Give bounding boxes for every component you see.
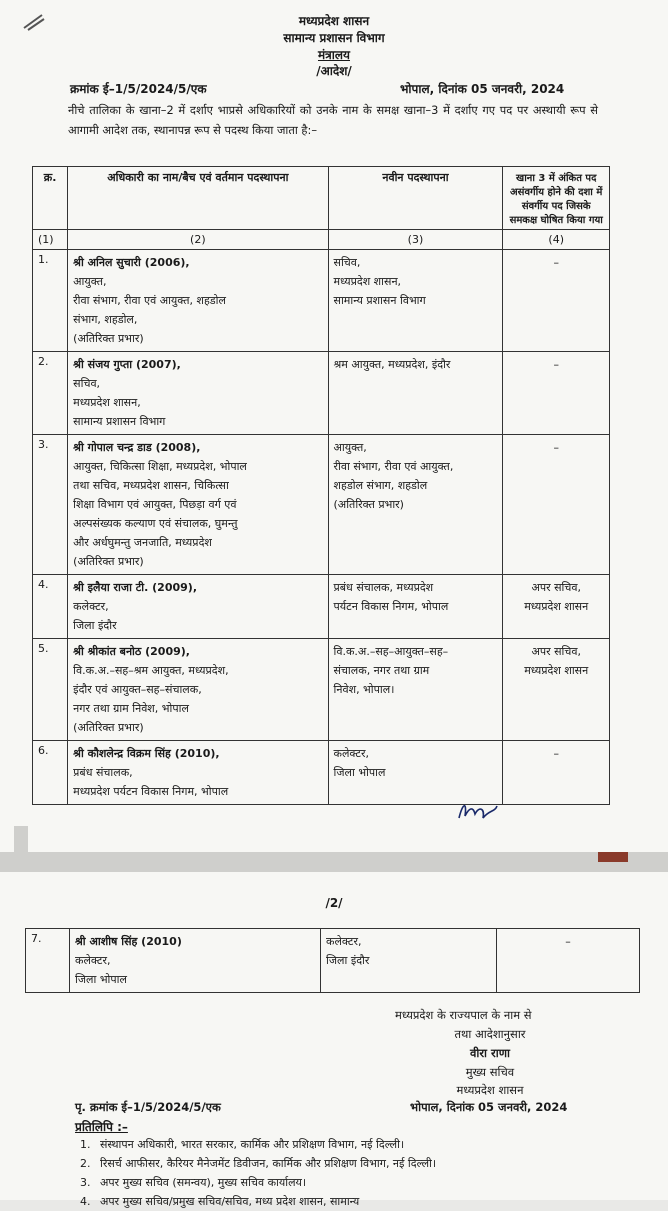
row-sn: 1. [33,250,68,352]
current-line: अल्पसंख्यक कल्याण एवं संचालक, घुमन्तु [73,517,238,530]
copy-item [80,1173,610,1192]
table-row [33,575,610,639]
current-line: (अतिरिक्त प्रभार) [73,332,144,345]
page-number: /2/ [325,896,343,910]
equiv-line: – [553,747,559,760]
officer-name: श्री इलैया राजा टी. (2009), [73,581,197,594]
col-header-officer: अधिकारी का नाम/बैच एवं वर्तमान पदस्थापना [68,167,328,230]
new-line: जिला भोपाल [333,766,386,779]
current-line: संभाग, शहडोल, [73,313,138,326]
col-header-new-posting: नवीन पदस्थापना [328,167,503,230]
scan-mark [598,852,628,862]
governor-line: मध्यप्रदेश के राज्यपाल के नाम से [395,1008,532,1022]
row-sn: 6. [33,741,68,805]
row-equivalent [503,435,610,575]
row-new-posting [321,929,497,993]
row-equivalent [503,639,610,741]
colnum: (3) [328,230,503,250]
new-line: प्रबंध संचालक, मध्यप्रदेश [333,581,434,594]
table-row [33,250,610,352]
current-line: रीवा संभाग, रीवा एवं आयुक्त, शहडोल [73,294,226,307]
colnum: (1) [33,230,68,250]
endorsement-number: पृ. क्रमांक ई–1/5/2024/5/एक [75,1100,221,1114]
table-row [33,639,610,741]
copy-item [80,1135,610,1154]
row-new-posting [328,435,503,575]
current-line: प्रबंध संचालक, [73,766,133,779]
copy-number: 2. [80,1157,91,1170]
row-sn: 4. [33,575,68,639]
signatory-name: वीरा राणा [469,1046,511,1060]
equiv-line: – [553,441,559,454]
copy-number: 1. [80,1138,91,1151]
equiv-line: अपर सचिव, [531,581,581,594]
table-row [33,352,610,435]
new-line: पर्यटन विकास निगम, भोपाल [333,600,449,613]
copy-text: अपर मुख्य सचिव (समन्वय), मुख्य सचिव कार्यालय। [100,1176,307,1189]
endorsement-date: भोपाल, दिनांक 05 जनवरी, 2024 [410,1100,568,1114]
signatory-designation: मुख्य सचिव [465,1065,515,1079]
equiv-line: मध्यप्रदेश शासन [524,664,589,677]
new-line: कलेक्टर, [333,747,369,760]
col-header-sn: क्र. [33,167,68,230]
new-line: मध्यप्रदेश शासन, [333,275,402,288]
new-line: निवेश, भोपाल। [333,683,395,696]
row-officer [68,250,328,352]
row-new-posting [328,250,503,352]
new-line: श्रम आयुक्त, मध्यप्रदेश, इंदौर [333,358,451,371]
current-line: सचिव, [73,377,101,390]
row-officer [68,575,328,639]
row-sn: 3. [33,435,68,575]
copy-text: रिसर्च आफीसर, कैरियर मैनेजमेंट डिवीजन, कार्मिक और प्रशिक्षण विभाग, नई दिल्ली। [100,1157,437,1170]
colnum: (4) [503,230,610,250]
equiv-line: अपर सचिव, [531,645,581,658]
new-line: आयुक्त, [333,441,367,454]
row-equivalent [503,575,610,639]
current-line: इंदौर एवं आयुक्त–सह–संचालक, [73,683,202,696]
col-header-equivalent: खाना 3 में अंकित पद असंवर्गीय होने की दशा में संवर्गीय पद जिसके समकक्ष घोषित किया गया [503,167,610,230]
row-equivalent [503,352,610,435]
new-line: संचालक, नगर तथा ग्राम [333,664,430,677]
new-line: सचिव, [333,256,361,269]
copy-item [80,1154,610,1173]
equiv-line: – [553,256,559,269]
current-line: वि.क.अ.–सह–श्रम आयुक्त, मध्यप्रदेश, [73,664,229,677]
current-line: कलेक्टर, [73,600,109,613]
current-line: आयुक्त, चिकित्सा शिक्षा, मध्यप्रदेश, भोपाल [73,460,247,473]
transfer-table-continued [25,928,640,993]
new-line: शहडोल संभाग, शहडोल [333,479,428,492]
officer-name: श्री आशीष सिंह (2010) [75,935,182,948]
row-sn: 5. [33,639,68,741]
current-line: सामान्य प्रशासन विभाग [73,415,166,428]
row-new-posting [328,639,503,741]
current-line: मध्यप्रदेश पर्यटन विकास निगम, भोपाल [73,785,229,798]
table-row [33,435,610,575]
equiv-line: – [565,935,571,948]
table-colnum-row [33,230,610,250]
copy-item [80,1192,610,1211]
current-line: (अतिरिक्त प्रभार) [73,721,144,734]
table-row [33,741,610,805]
officer-name: श्री अनिल सुचारी (2006), [73,256,190,269]
copy-number: 4. [80,1195,91,1208]
current-line: जिला इंदौर [73,619,117,632]
copy-text: संस्थापन अधिकारी, भारत सरकार, कार्मिक और प्रशिक्षण विभाग, नई दिल्ली। [100,1138,405,1151]
intro-paragraph: नीचे तालिका के खाना–2 में दर्शाए भाप्रसे अधिकारियों को उनके नाम के समक्ष खाना–3 में दर्शाए गए पद पर अस्थायी रूप से आगामी आदेश तक, स्थानापन्न रूप से पदस्थ किया जाता है:– [68,103,598,137]
signature-mark [455,798,501,828]
order-date: भोपाल, दिनांक 05 जनवरी, 2024 [400,82,565,96]
current-line: नगर तथा ग्राम निवेश, भोपाल [73,702,189,715]
current-line: कलेक्टर, [75,954,111,967]
department-title: सामान्य प्रशासन विभाग [283,31,385,45]
current-line: आयुक्त, [73,275,107,288]
current-line: मध्यप्रदेश शासन, [73,396,141,409]
page-separator [0,852,668,874]
table-header-row [33,167,610,230]
officer-name: श्री संजय गुप्ता (2007), [73,358,181,371]
row-equivalent [503,250,610,352]
officer-name: श्री कौशलेन्द्र विक्रम सिंह (2010), [73,747,220,760]
colnum: (2) [68,230,328,250]
govt-title: मध्यप्रदेश शासन [298,14,370,28]
scan-edge [14,826,28,856]
new-line: जिला इंदौर [326,954,370,967]
officer-name: श्री श्रीकांत बनोठ (2009), [73,645,190,658]
current-line: (अतिरिक्त प्रभार) [73,555,144,568]
transfer-table [32,166,610,805]
new-line: सामान्य प्रशासन विभाग [333,294,426,307]
equiv-line: मध्यप्रदेश शासन [524,600,589,613]
current-line: तथा सचिव, मध्यप्रदेश शासन, चिकित्सा [73,479,229,492]
row-sn: 7. [26,929,70,993]
current-line: शिक्षा विभाग एवं आयुक्त, पिछड़ा वर्ग एवं [73,498,237,511]
new-line: रीवा संभाग, रीवा एवं आयुक्त, [333,460,454,473]
new-line: वि.क.अ.–सह–आयुक्त–सह– [333,645,449,658]
officer-name: श्री गोपाल चन्द्र डाड (2008), [73,441,201,454]
order-number: क्रमांक ई–1/5/2024/5/एक [70,82,207,96]
new-line: (अतिरिक्त प्रभार) [333,498,404,511]
row-new-posting [328,575,503,639]
row-officer [68,435,328,575]
row-equivalent [503,741,610,805]
row-equivalent [497,929,640,993]
new-line: कलेक्टर, [326,935,362,948]
copy-number: 3. [80,1176,91,1189]
equiv-line: – [553,358,559,371]
row-new-posting [328,741,503,805]
order-title: /आदेश/ [316,64,352,78]
order-line: तथा आदेशानुसार [454,1027,526,1041]
row-new-posting [328,352,503,435]
table-row [26,929,640,993]
secretariat-title: मंत्रालय [317,48,350,62]
signatory-department: मध्यप्रदेश शासन [456,1083,524,1097]
row-officer [70,929,321,993]
copy-label: प्रतिलिपि :– [75,1120,128,1134]
row-officer [68,741,328,805]
row-officer [68,352,328,435]
current-line: जिला भोपाल [75,973,127,986]
copy-text: अपर मुख्य सचिव/प्रमुख सचिव/सचिव, मध्य प्रदेश शासन, सामान्य [100,1195,360,1208]
row-sn: 2. [33,352,68,435]
row-officer [68,639,328,741]
current-line: और अर्धघुमन्तु जनजाति, मध्यप्रदेश [73,536,212,549]
